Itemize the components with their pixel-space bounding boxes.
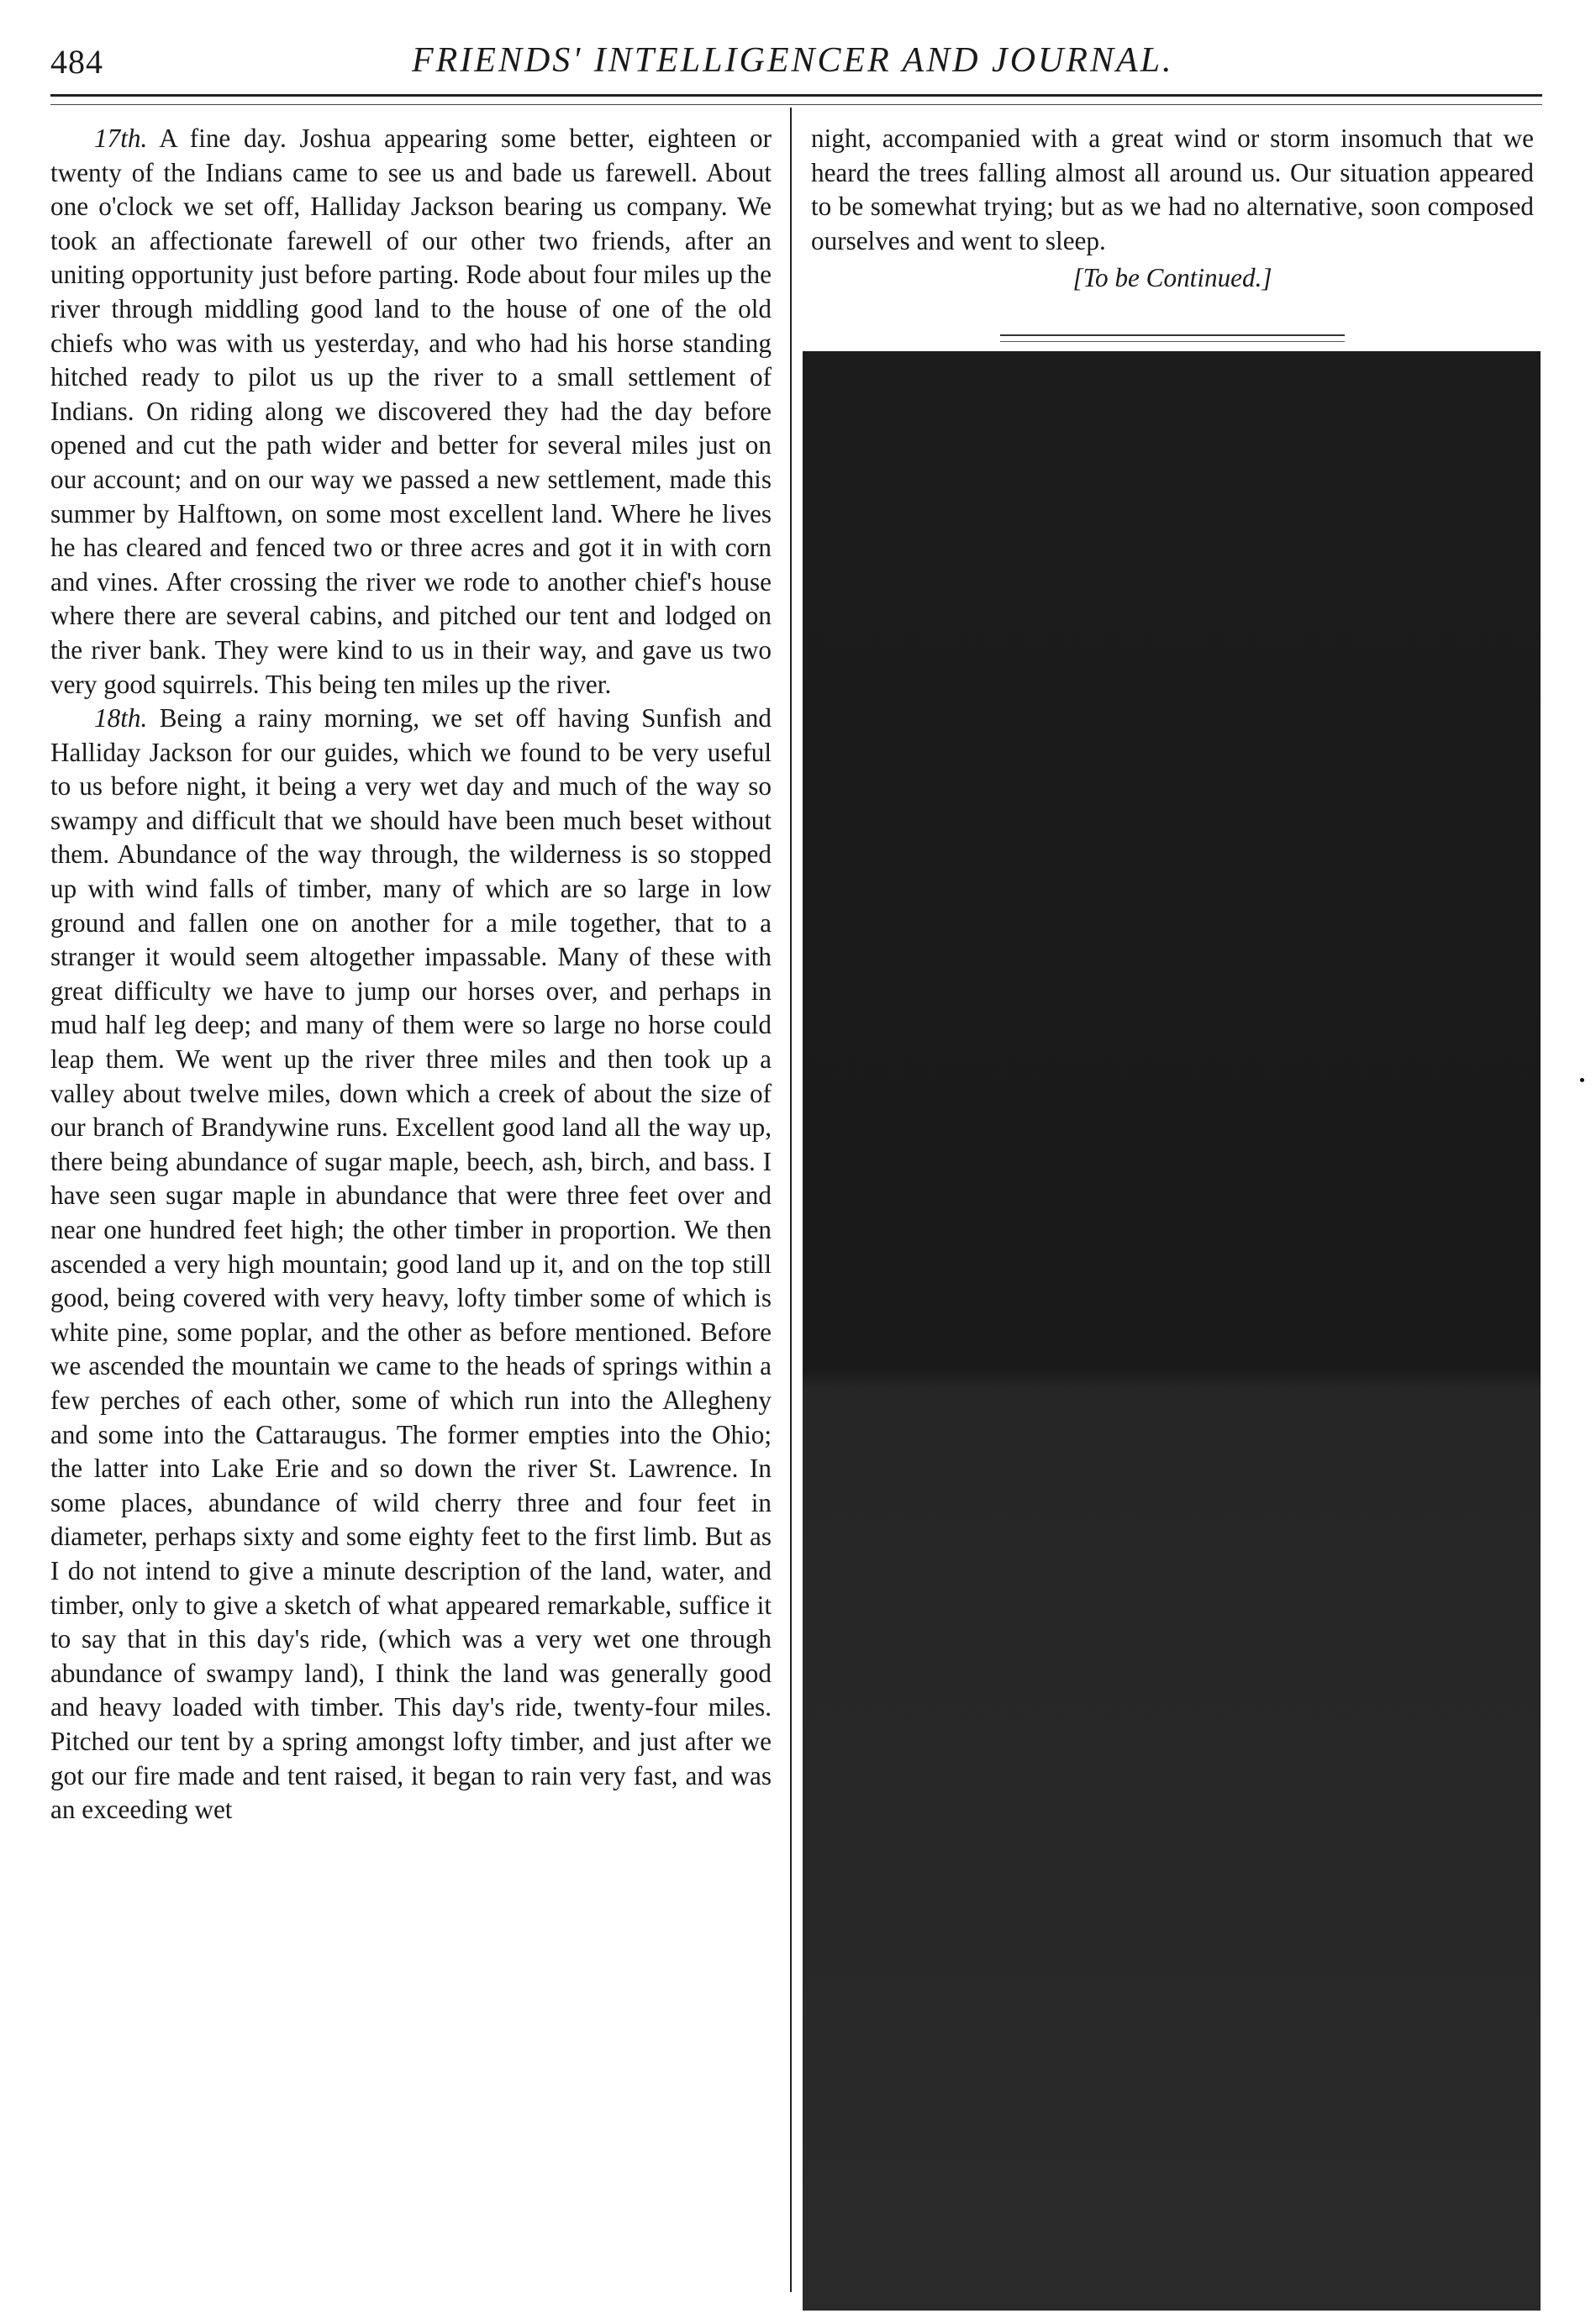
paragraph-continuation: night, accompanied with a great wind or storm insomuch that we heard the trees falling almost all around us. Our situation appeared to be somewhat trying; but as we had no alternative, soon composed ourselves and went to sleep. [811,124,1534,255]
running-head-title: FRIENDS' INTELLIGENCER AND JOURNAL. [412,41,1174,80]
right-column [811,122,1534,296]
paragraph-17th [50,122,772,702]
end-rule-thick [1000,334,1345,336]
redacted-dark-panel [803,351,1541,2311]
left-column [50,122,772,1827]
to-be-continued-text: [To be Continued.] [1072,263,1272,293]
paragraph-text: A fine day. Joshua appearing some better, eighteen or twenty of the Indians came to see us and bade us farewell. About one o'clock we set off, Halliday Jackson bearing us company. We took an affectionate farewell of our other two friends, after an uniting opportunity just before parting. Rode about four miles up the river through middling good land to the house of one of the old chiefs who was with us yesterday, and who had his horse standing hitched ready to pilot us up the river to a small settlement of Indians. On riding along we discovered they had the day before opened and cut the path wider and better for several miles just on our account; and on our way we passed a new settlement, made this summer by Halftown, on some most excellent land. Where he lives he has cleared and fenced two or three acres and got it in with corn and vines. After crossing the river we rode to another chief's house where there are several cabins, and pitched our tent and lodged on the river bank. They were kind to us in their way, and gave us two very good squirrels. This being ten miles up the river. [50,124,772,699]
page-number: 484 [50,43,103,81]
header-rule-thin [50,104,1542,105]
entry-date: 17th. [94,124,148,153]
header-rule-thick [50,94,1542,97]
scan-speck [1580,1078,1584,1082]
entry-date: 18th. [94,703,148,733]
paragraph-text: Being a rainy morning, we set off having Sunfish and Halliday Jackson for our guides, which we found to be very useful to us before night, it being a very wet day and much of the way so swampy and difficult that we should have been much beset without them. Abundance of the way through, the wilderness is so stopped up with wind falls of timber, many of which are so large in low ground and fallen one on another for a mile together, that to a stranger it would seem altogether impassable. Many of these with great difficulty we have to jump our horses over, and perhaps in mud half leg deep; and many of them were so large no horse could leap them. We went up the river three miles and then took up a valley about twelve miles, down which a creek of about the size of our branch of Brandywine runs. Excellent good land all the way up, there being abundance of sugar maple, beech, ash, birch, and bass. I have seen sugar maple in abundance that were three feet over and near one hundred feet high; the other timber in proportion. We then ascended a very high mountain; good land up it, and on the top still good, being covered with very heavy, lofty timber some of which is white pine, some poplar, and the other as before mentioned. Before we ascended the mountain we came to the heads of springs within a few perches of each other, some of which run into the Allegheny and some into the Cattaraugus. The former empties into the Ohio; the latter into Lake Erie and so down the river St. Lawrence. In some places, abundance of wild cherry three and four feet in diameter, perhaps sixty and some eighty feet to the first limb. But as I do not intend to give a minute description of the land, water, and timber, only to give a sketch of what appeared remarkable, suffice it to say that in this day's ride, (which was a very wet one through abundance of swampy land), I think the land was generally good and heavy loaded with timber. This day's ride, twenty-four miles. Pitched our tent by a spring amongst lofty timber, and just after we got our fire made and tent raised, it began to rain very fast, and was an exceeding wet [50,703,772,1825]
to-be-continued [811,261,1534,296]
paragraph-18th [50,702,772,1827]
column-divider [790,108,792,2292]
end-rule-thin [1000,341,1345,342]
